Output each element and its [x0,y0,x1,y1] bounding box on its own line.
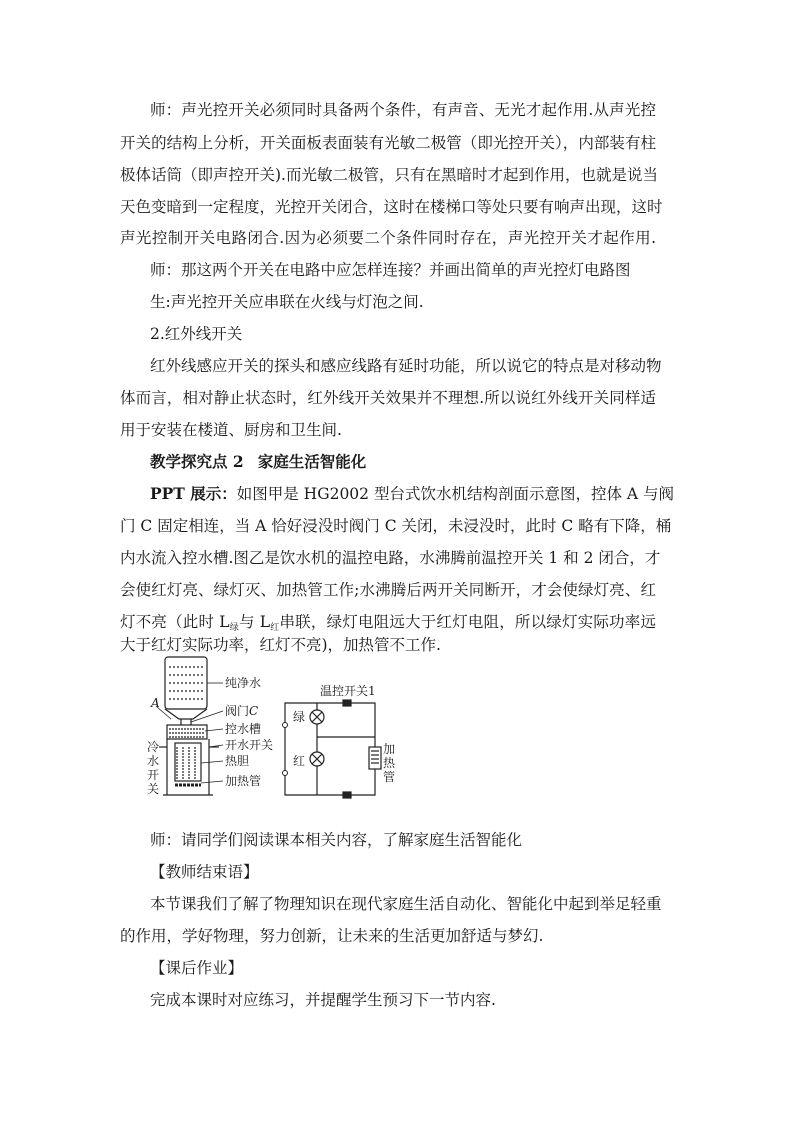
homework-heading: 【课后作业】 [150,959,244,977]
label-heater: 加热管 [225,774,262,788]
paragraph-line: 体而言，相对静止状态时，红外线开关效果并不理想.所以说红外线开关同样适 [120,389,656,407]
ppt-line: 大于红灯实际功率，红灯不亮)，加热管不工作. [120,636,441,654]
label-pure-water: 纯净水 [225,676,262,690]
label-hot-tank: 热胆 [225,754,250,768]
student-answer: 生:声光控开关应串联在火线与灯泡之间. [150,293,424,311]
ppt-line: 内水流入控水槽.图乙是饮水机的温控电路，水沸腾前温控开关 1 和 2 闭合，才 [120,549,661,567]
svg-text:管: 管 [383,770,396,784]
paragraph-line: 声光控制开关电路闭合.因为必须要二个条件同时存在，声光控开关才起作用. [120,229,656,247]
dispenser-body-drawing [159,725,219,795]
water-dispenser-figure [145,655,405,805]
paragraph-line: 红外线感应开关的探头和感应线路有延时功能，所以说它的特点是对移动物 [150,357,662,375]
paragraph-line: 师：声光控开关必须同时具备两个条件，有声音、无光才起作用.从声光控 [150,101,656,119]
section-heading [150,452,366,472]
paragraph-line: 用于安装在楼道、厨房和卫生间. [120,421,342,439]
label-a: A [151,696,160,710]
section-title: 家庭生活智能化 [257,452,367,471]
closing-line: 本节课我们了解了物理知识在现代家庭生活自动化、智能化中起到举足轻重 [150,895,662,913]
label-thermo-switch: 温控开关1 [320,684,376,698]
ppt-line: 门 C 固定相连，当 A 恰好浸没时阀门 C 关闭，未浸没时，此时 C 略有下降，桶 [120,517,672,535]
closing-line: 的作用，学好物理，努力创新，让未来的生活更加舒适与梦幻. [120,927,544,945]
svg-text:水: 水 [147,754,160,768]
label-cold-switch: 冷 [147,740,160,754]
water-bottle-drawing [165,657,207,725]
label-green-lamp: 绿 [293,710,306,724]
teacher-question: 师：那这两个开关在电路中应怎样连接？并画出简单的声光控灯电路图 [150,261,631,279]
svg-text:开: 开 [147,768,160,782]
subheading-infrared: 2.红外线开关 [150,325,243,343]
paragraph-line: 极体话筒（即声控开关).而光敏二极管，只有在黑暗时才起到作用，也就是说当 [120,166,658,184]
closing-heading: 【教师结束语】 [150,863,259,881]
label-heating-tube: 加 [383,742,396,756]
section-label: 教学探究点 2 [150,452,244,471]
ppt-line: 会使红灯亮、绿灯灭、加热管工作;水沸腾后两开关同断开，才会使绿灯亮、红 [120,581,656,599]
label-red-lamp: 红 [293,754,306,768]
ppt-line: PPT 展示：如图甲是 HG2002 型台式饮水机结构剖面示意图，控体 A 与阀 [150,484,674,503]
homework-text: 完成本课时对应练习，并提醒学生预习下一节内容. [150,991,496,1009]
paragraph-line: 天色变暗到一定程度，光控开关闭合，这时在楼梯口等处只要有响声出现，这时 [120,198,663,216]
paragraph-line: 开关的结构上分析，开关面板表面装有光敏二极管（即光控开关），内部装有柱 [120,134,656,152]
svg-text:关: 关 [147,782,160,796]
label-valve: 阀门C [225,704,259,718]
svg-text:热: 热 [383,756,396,770]
ppt-label: PPT 展示： [150,484,237,503]
ppt-line: 灯不亮（此时 $L_绿$与 $L_红$串联，绿灯电阻远大于红灯电阻，所以绿灯实际功率远 [120,613,656,633]
label-hot-switch: 开水开关 [225,738,274,752]
label-control-tank: 控水槽 [225,722,262,736]
teacher-instruction: 师：请同学们阅读课本相关内容，了解家庭生活智能化 [150,831,523,849]
